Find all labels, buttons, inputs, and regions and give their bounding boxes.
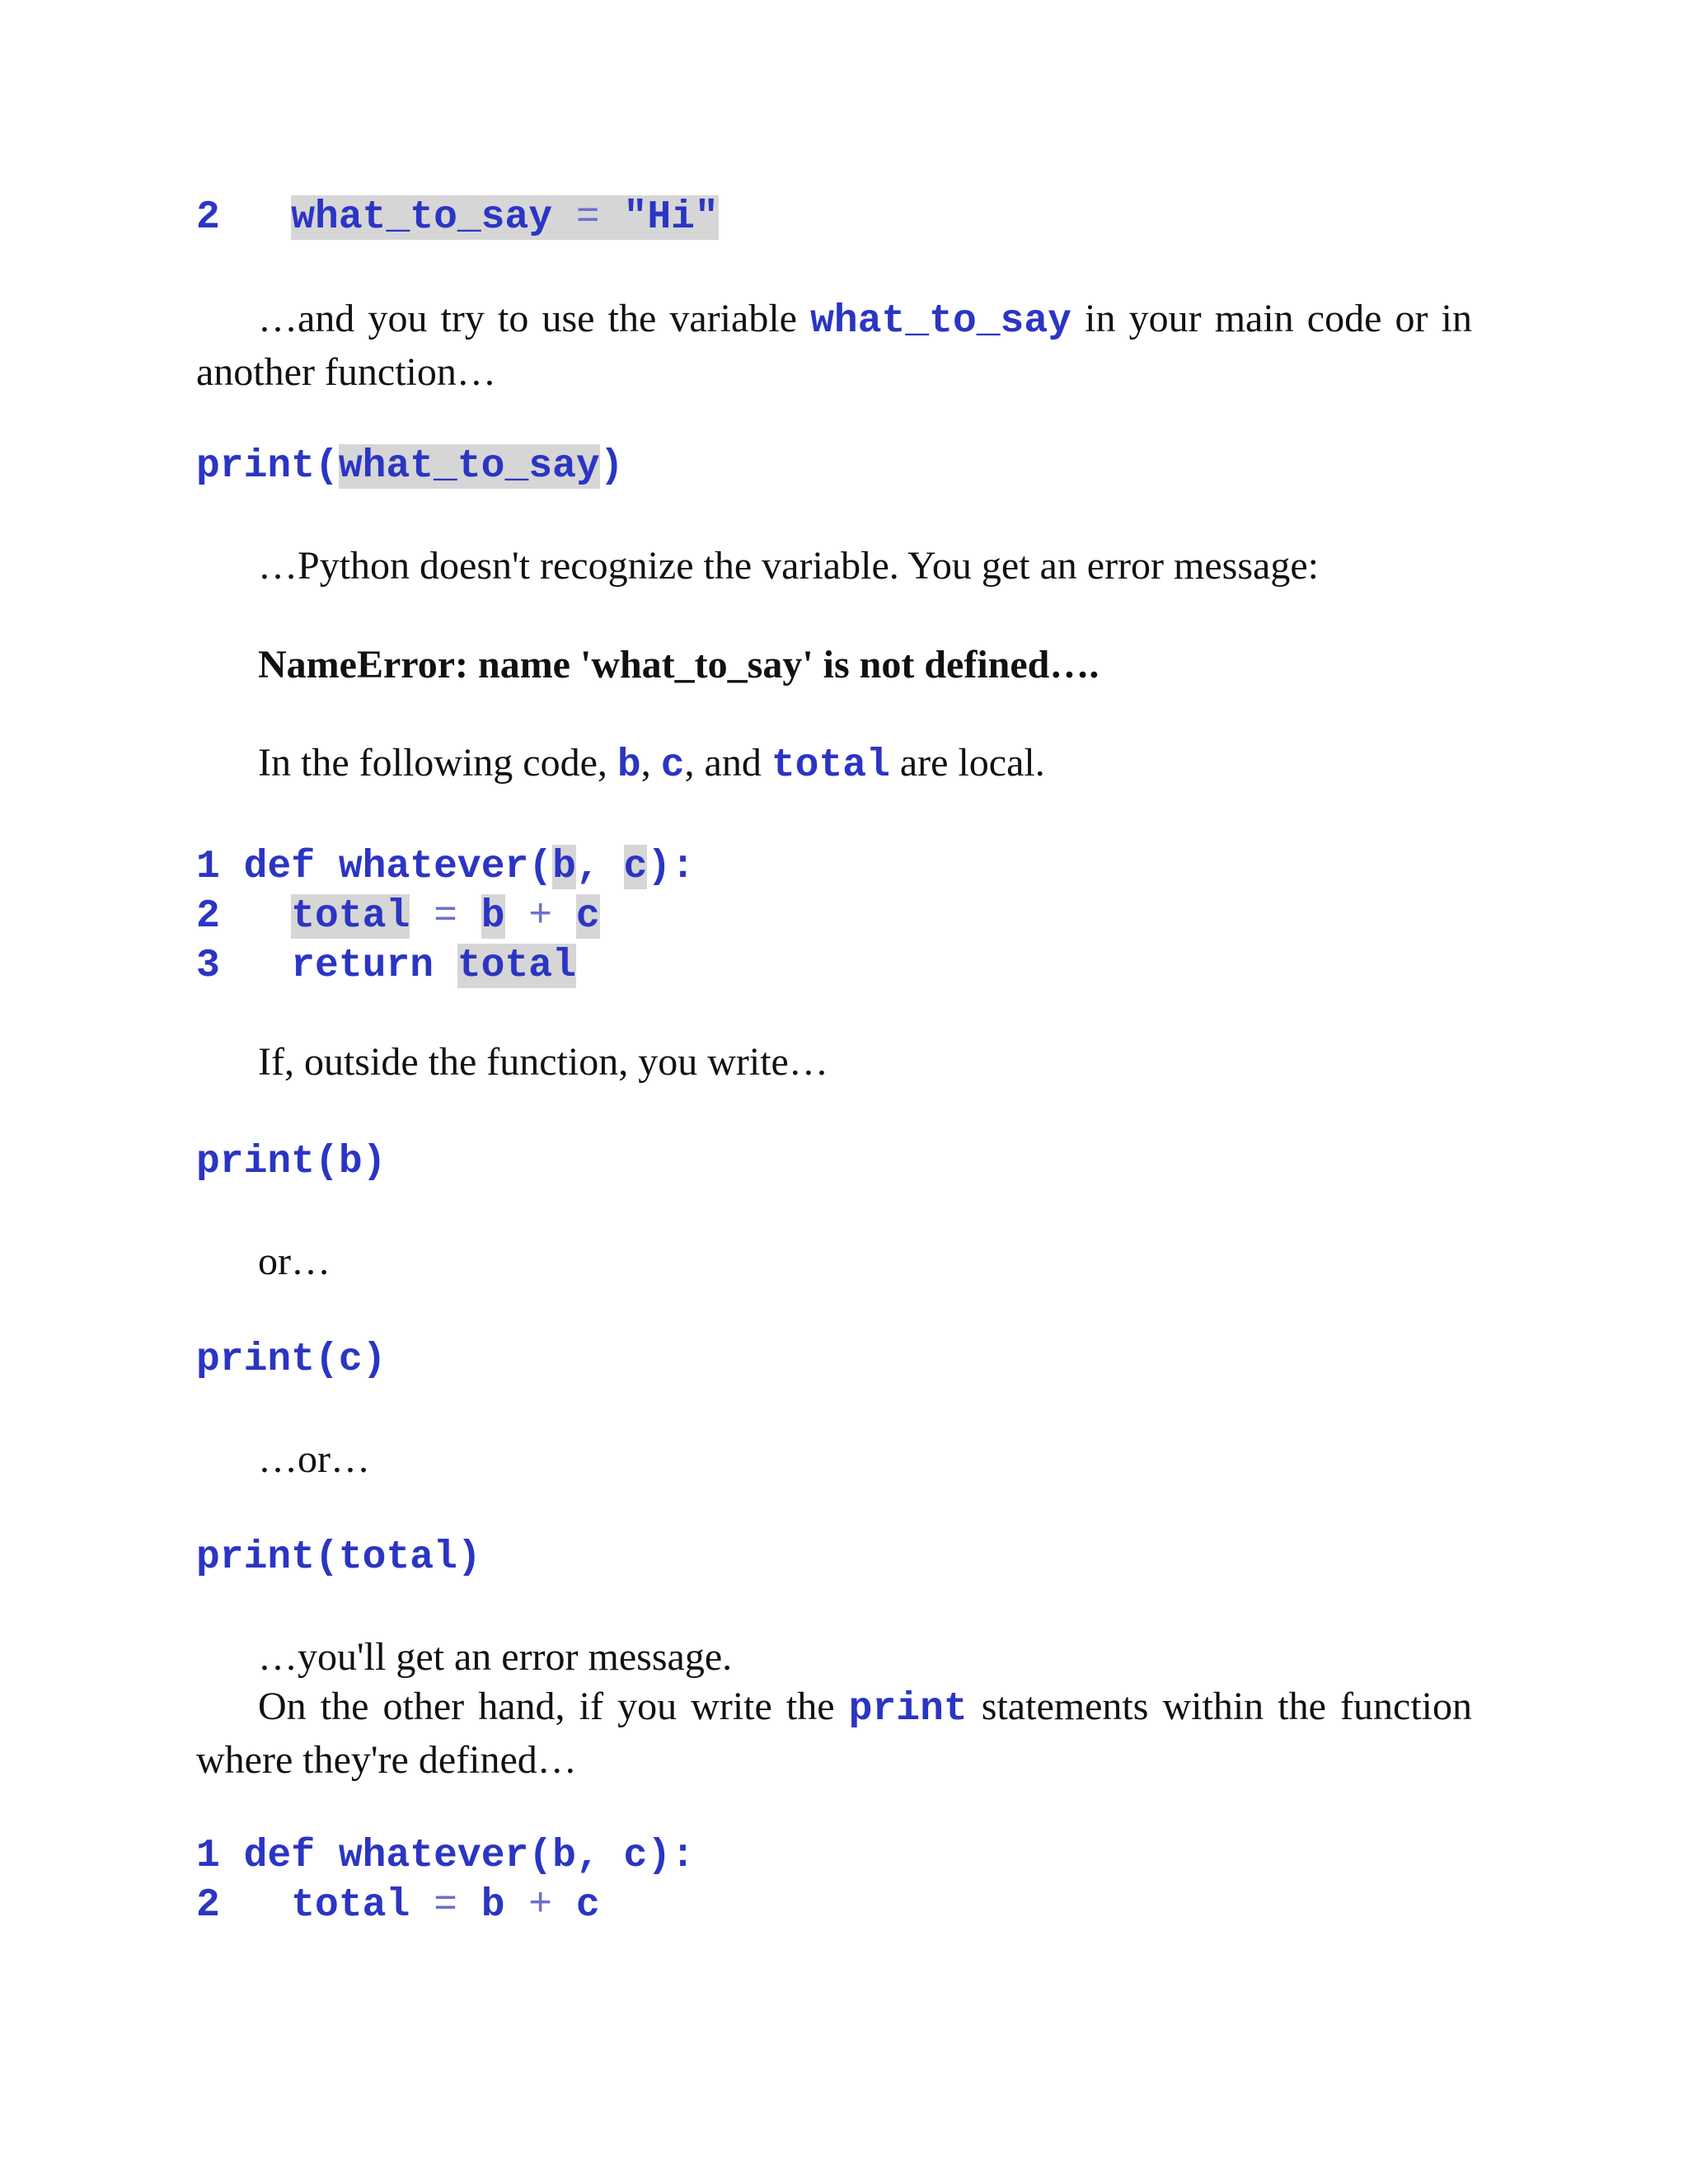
code-string: "Hi" [623, 195, 719, 240]
text: are local. [889, 741, 1045, 785]
paragraph-text: …you'll get an error message. [258, 1635, 733, 1679]
code-variable: b [481, 1883, 505, 1928]
inline-code-c: c [660, 743, 685, 788]
paragraph-text: or… [258, 1240, 331, 1283]
paragraph-error [0, 1632, 1688, 1683]
code-print-c [0, 1335, 1688, 1385]
code-paren: ): [647, 1834, 695, 1878]
code-keyword: def [243, 845, 316, 889]
code-paren: ): [647, 845, 695, 889]
code-print-b [0, 1137, 1688, 1187]
code-argument: what_to_say [338, 444, 600, 489]
text: in your main code or in another function… [196, 297, 1473, 394]
code-block-2 [0, 1831, 1688, 1930]
code-operator: = [552, 195, 624, 240]
code-keyword: return [291, 944, 434, 988]
line-number: 2 [196, 894, 220, 939]
paragraph-text: …or… [258, 1437, 370, 1481]
code-line: print(c) [196, 1338, 387, 1382]
code-function: whatever( [338, 845, 553, 889]
code-param: b [552, 845, 576, 889]
line-number: 2 [196, 195, 220, 240]
line-number: 3 [196, 944, 220, 988]
code-function: print( [196, 444, 339, 489]
code-paren: ) [599, 444, 624, 489]
paragraph-local [0, 738, 1688, 791]
code-function: whatever( [338, 1834, 553, 1878]
inline-code: what_to_say [810, 299, 1071, 344]
text: statements within the function where they're defined… [196, 1685, 1472, 1782]
code-variable: total [291, 894, 410, 939]
paragraph-try-use [0, 293, 1688, 398]
text: , [640, 741, 661, 785]
code-comma: , [575, 845, 624, 889]
code-operator: = [410, 1883, 481, 1928]
paragraph-or-2 [0, 1434, 1688, 1485]
line-number: 1 [196, 1834, 220, 1878]
code-line: print(total) [196, 1535, 481, 1580]
code-variable: c [575, 1883, 600, 1928]
code-operator: + [504, 1883, 576, 1928]
code-line: print(b) [196, 1140, 387, 1184]
paragraph-not-recognized [0, 541, 1688, 592]
code-variable: total [457, 944, 576, 988]
text: , and [684, 741, 771, 785]
error-message: NameError: name 'what_to_say' is not defined…. [258, 643, 1100, 687]
text: In the following code, [258, 741, 617, 785]
code-operator: = [410, 894, 481, 939]
code-variable: b [481, 894, 505, 939]
code-keyword: def [243, 1834, 316, 1878]
text: …and you try to use the variable [258, 297, 811, 340]
code-variable: total [291, 1883, 410, 1928]
paragraph-text: If, outside the function, you write… [258, 1040, 828, 1084]
inline-code-total: total [771, 743, 890, 788]
paragraph-other-hand [0, 1681, 1688, 1786]
line-number: 2 [196, 1883, 220, 1928]
code-print-total [0, 1533, 1688, 1582]
code-variable: c [575, 894, 600, 939]
paragraph-or-1 [0, 1236, 1688, 1287]
inline-code-print: print [848, 1687, 968, 1732]
code-param: c [623, 845, 648, 889]
code-block-1 [0, 842, 1688, 991]
inline-code-b: b [617, 743, 641, 788]
paragraph-outside [0, 1037, 1688, 1088]
paragraph-text: …Python doesn't recognize the variable. You get an error message: [258, 544, 1319, 588]
code-operator: + [504, 894, 576, 939]
code-print-what [0, 442, 1688, 491]
code-args: b, c [552, 1834, 648, 1878]
error-message-block [0, 640, 1688, 691]
text: On the other hand, if you write the [258, 1685, 849, 1728]
line-number: 1 [196, 845, 220, 889]
code-assign-line [0, 193, 1688, 242]
code-variable: what_to_say [291, 195, 553, 240]
